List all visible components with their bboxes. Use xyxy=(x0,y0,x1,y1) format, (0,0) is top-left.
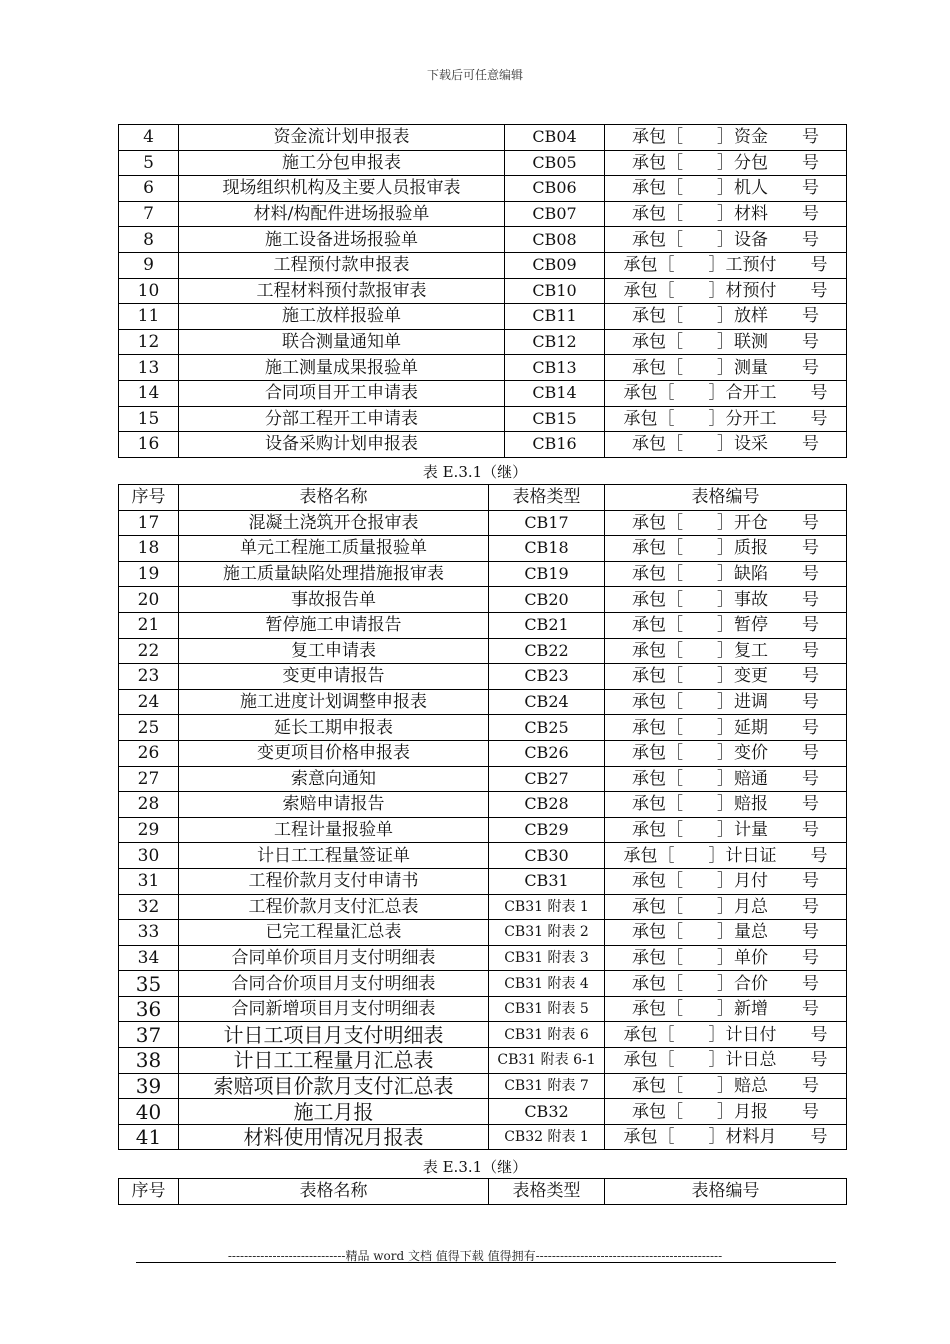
cell-name: 资金流计划申报表 xyxy=(179,125,505,151)
cell-name: 单元工程施工质量报验单 xyxy=(179,536,489,562)
table-row xyxy=(119,304,847,330)
table-row xyxy=(119,201,847,227)
cell-type: CB14 xyxy=(505,380,605,406)
cell-no: 34 xyxy=(119,945,179,971)
table-row xyxy=(119,740,847,766)
table-row xyxy=(119,278,847,304)
cell-no: 25 xyxy=(119,715,179,741)
cell-name: 变更项目价格申报表 xyxy=(179,740,489,766)
table-row xyxy=(119,150,847,176)
cell-type: CB13 xyxy=(505,355,605,381)
cell-name: 计日工工程量签证单 xyxy=(179,843,489,869)
cell-name: 施工设备进场报验单 xyxy=(179,227,505,253)
cell-no: 32 xyxy=(119,894,179,920)
cell-type: CB04 xyxy=(505,125,605,151)
cell-name: 已完工程量汇总表 xyxy=(179,920,489,946)
cell-type: CB19 xyxy=(489,561,605,587)
cell-name: 材料使用情况月报表 xyxy=(179,1124,489,1150)
cell-code: 承包［ ］事故 号 xyxy=(605,587,847,613)
cell-no: 27 xyxy=(119,766,179,792)
cell-code: 承包［ ］新增 号 xyxy=(605,996,847,1022)
cell-code: 承包［ ］延期 号 xyxy=(605,715,847,741)
table-row xyxy=(119,176,847,202)
table-row xyxy=(119,945,847,971)
cell-name: 索意向通知 xyxy=(179,766,489,792)
cell-type: CB22 xyxy=(489,638,605,664)
page-header: 下载后可任意编辑 xyxy=(426,68,523,82)
cell-code: 承包［ ］月报 号 xyxy=(605,1099,847,1125)
cell-no: 16 xyxy=(119,432,179,458)
cell-no: 30 xyxy=(119,843,179,869)
table-row xyxy=(119,715,847,741)
table-row xyxy=(119,664,847,690)
cell-no: 12 xyxy=(119,329,179,355)
cell-no: 21 xyxy=(119,612,179,638)
cell-type: CB26 xyxy=(489,740,605,766)
cell-code: 承包［ ］暂停 号 xyxy=(605,612,847,638)
table-row xyxy=(119,920,847,946)
cell-type: CB32 xyxy=(489,1099,605,1125)
cell-name: 索赔项目价款月支付汇总表 xyxy=(179,1073,489,1099)
cell-name: 现场组织机构及主要人员报审表 xyxy=(179,176,505,202)
cell-code: 承包［ ］联测 号 xyxy=(605,329,847,355)
cell-no: 28 xyxy=(119,792,179,818)
cell-no: 29 xyxy=(119,817,179,843)
cell-type: CB09 xyxy=(505,252,605,278)
table-row xyxy=(119,1099,847,1125)
cell-name: 计日工项目月支付明细表 xyxy=(179,1022,489,1048)
table-header-row xyxy=(119,485,847,511)
cell-type: CB15 xyxy=(505,406,605,432)
table-row xyxy=(119,1022,847,1048)
cell-type: CB10 xyxy=(505,278,605,304)
cell-no: 4 xyxy=(119,125,179,151)
cell-no: 35 xyxy=(119,971,179,997)
cell-no: 10 xyxy=(119,278,179,304)
cell-code: 承包［ ］开仓 号 xyxy=(605,510,847,536)
cell-code: 承包［ ］设采 号 xyxy=(605,432,847,458)
table-row xyxy=(119,587,847,613)
cell-code: 承包［ ］赔报 号 xyxy=(605,792,847,818)
cell-name: 变更申请报告 xyxy=(179,664,489,690)
cell-name: 事故报告单 xyxy=(179,587,489,613)
cell-name: 混凝土浇筑开仓报审表 xyxy=(179,510,489,536)
cell-name: 施工测量成果报验单 xyxy=(179,355,505,381)
cell-code: 承包［ ］工预付 号 xyxy=(605,252,847,278)
cell-code: 承包［ ］设备 号 xyxy=(605,227,847,253)
cell-type: CB17 xyxy=(489,510,605,536)
cell-no: 18 xyxy=(119,536,179,562)
header-type: 表格类型 xyxy=(489,485,605,511)
cell-no: 39 xyxy=(119,1073,179,1099)
cell-no: 6 xyxy=(119,176,179,202)
cell-no: 19 xyxy=(119,561,179,587)
cell-code: 承包［ ］变价 号 xyxy=(605,740,847,766)
cell-code: 承包［ ］放样 号 xyxy=(605,304,847,330)
header-no: 序号 xyxy=(119,485,179,511)
cell-name: 合同项目开工申请表 xyxy=(179,380,505,406)
forms-table-part-1 xyxy=(118,124,847,458)
cell-no: 24 xyxy=(119,689,179,715)
cell-name: 合同单价项目月支付明细表 xyxy=(179,945,489,971)
cell-name: 工程预付款申报表 xyxy=(179,252,505,278)
cell-code: 承包［ ］月付 号 xyxy=(605,868,847,894)
cell-name: 索赔申请报告 xyxy=(179,792,489,818)
cell-code: 承包［ ］赔总 号 xyxy=(605,1073,847,1099)
cell-code: 承包［ ］缺陷 号 xyxy=(605,561,847,587)
table-caption: 表 E.3.1（继） xyxy=(422,1158,528,1176)
table-row xyxy=(119,792,847,818)
cell-type: CB12 xyxy=(505,329,605,355)
cell-code: 承包［ ］材预付 号 xyxy=(605,278,847,304)
cell-type: CB07 xyxy=(505,201,605,227)
table-row xyxy=(119,355,847,381)
table-row xyxy=(119,843,847,869)
cell-no: 41 xyxy=(119,1124,179,1150)
cell-code: 承包［ ］机人 号 xyxy=(605,176,847,202)
cell-no: 5 xyxy=(119,150,179,176)
cell-type: CB08 xyxy=(505,227,605,253)
cell-type: CB16 xyxy=(505,432,605,458)
forms-table-part-3 xyxy=(118,1178,847,1205)
footer-rule xyxy=(136,1262,836,1263)
cell-no: 17 xyxy=(119,510,179,536)
cell-type: CB31 附表 6-1 xyxy=(489,1048,605,1074)
cell-name: 材料/构配件进场报验单 xyxy=(179,201,505,227)
table-row xyxy=(119,766,847,792)
cell-name: 联合测量通知单 xyxy=(179,329,505,355)
cell-no: 36 xyxy=(119,996,179,1022)
cell-code: 承包［ ］材料 号 xyxy=(605,201,847,227)
cell-type: CB21 xyxy=(489,612,605,638)
cell-type: CB18 xyxy=(489,536,605,562)
cell-type: CB31 附表 7 xyxy=(489,1073,605,1099)
cell-type: CB23 xyxy=(489,664,605,690)
cell-no: 15 xyxy=(119,406,179,432)
cell-code: 承包［ ］赔通 号 xyxy=(605,766,847,792)
cell-code: 承包［ ］资金 号 xyxy=(605,125,847,151)
cell-type: CB24 xyxy=(489,689,605,715)
cell-type: CB31 附表 1 xyxy=(489,894,605,920)
table-row xyxy=(119,329,847,355)
cell-name: 施工质量缺陷处理措施报审表 xyxy=(179,561,489,587)
cell-code: 承包［ ］单价 号 xyxy=(605,945,847,971)
cell-name: 施工放样报验单 xyxy=(179,304,505,330)
cell-no: 11 xyxy=(119,304,179,330)
cell-type: CB31 附表 4 xyxy=(489,971,605,997)
cell-type: CB29 xyxy=(489,817,605,843)
cell-name: 暂停施工申请报告 xyxy=(179,612,489,638)
table-caption: 表 E.3.1（继） xyxy=(422,463,528,481)
cell-code: 承包［ ］分开工 号 xyxy=(605,406,847,432)
cell-name: 分部工程开工申请表 xyxy=(179,406,505,432)
cell-code: 承包［ ］复工 号 xyxy=(605,638,847,664)
cell-name: 施工进度计划调整申报表 xyxy=(179,689,489,715)
cell-no: 20 xyxy=(119,587,179,613)
cell-code: 承包［ ］进调 号 xyxy=(605,689,847,715)
cell-code: 承包［ ］月总 号 xyxy=(605,894,847,920)
cell-no: 13 xyxy=(119,355,179,381)
table-row xyxy=(119,380,847,406)
cell-code: 承包［ ］计量 号 xyxy=(605,817,847,843)
cell-name: 设备采购计划申报表 xyxy=(179,432,505,458)
cell-name: 合同新增项目月支付明细表 xyxy=(179,996,489,1022)
cell-code: 承包［ ］测量 号 xyxy=(605,355,847,381)
table-row xyxy=(119,689,847,715)
table-row xyxy=(119,971,847,997)
cell-no: 31 xyxy=(119,868,179,894)
cell-type: CB31 xyxy=(489,868,605,894)
cell-name: 工程价款月支付汇总表 xyxy=(179,894,489,920)
table-row xyxy=(119,996,847,1022)
cell-code: 承包［ ］计日证 号 xyxy=(605,843,847,869)
table-row xyxy=(119,227,847,253)
cell-no: 23 xyxy=(119,664,179,690)
cell-no: 38 xyxy=(119,1048,179,1074)
table-row xyxy=(119,1048,847,1074)
cell-no: 9 xyxy=(119,252,179,278)
cell-no: 37 xyxy=(119,1022,179,1048)
cell-name: 施工月报 xyxy=(179,1099,489,1125)
cell-type: CB31 附表 2 xyxy=(489,920,605,946)
cell-type: CB31 附表 3 xyxy=(489,945,605,971)
table-row xyxy=(119,1073,847,1099)
cell-code: 承包［ ］量总 号 xyxy=(605,920,847,946)
table-row xyxy=(119,894,847,920)
table-row xyxy=(119,536,847,562)
cell-type: CB20 xyxy=(489,587,605,613)
cell-type: CB31 附表 5 xyxy=(489,996,605,1022)
cell-no: 22 xyxy=(119,638,179,664)
cell-no: 33 xyxy=(119,920,179,946)
header-name: 表格名称 xyxy=(179,485,489,511)
table-header-row xyxy=(119,1179,847,1205)
cell-name: 施工分包申报表 xyxy=(179,150,505,176)
header-code: 表格编号 xyxy=(605,1179,847,1205)
table-row xyxy=(119,432,847,458)
forms-table-part-2 xyxy=(118,484,847,1150)
cell-code: 承包［ ］质报 号 xyxy=(605,536,847,562)
table-row xyxy=(119,561,847,587)
cell-no: 40 xyxy=(119,1099,179,1125)
table-row xyxy=(119,817,847,843)
header-type: 表格类型 xyxy=(489,1179,605,1205)
cell-name: 计日工工程量月汇总表 xyxy=(179,1048,489,1074)
cell-no: 7 xyxy=(119,201,179,227)
table-row xyxy=(119,125,847,151)
cell-code: 承包［ ］分包 号 xyxy=(605,150,847,176)
cell-name: 工程计量报验单 xyxy=(179,817,489,843)
cell-name: 工程材料预付款报审表 xyxy=(179,278,505,304)
cell-name: 延长工期申报表 xyxy=(179,715,489,741)
cell-no: 14 xyxy=(119,380,179,406)
header-name: 表格名称 xyxy=(179,1179,489,1205)
cell-code: 承包［ ］变更 号 xyxy=(605,664,847,690)
cell-no: 26 xyxy=(119,740,179,766)
cell-type: CB32 附表 1 xyxy=(489,1124,605,1150)
table-row xyxy=(119,612,847,638)
cell-name: 复工申请表 xyxy=(179,638,489,664)
table-row xyxy=(119,1124,847,1150)
cell-name: 工程价款月支付申请书 xyxy=(179,868,489,894)
table-row xyxy=(119,868,847,894)
cell-code: 承包［ ］计日总 号 xyxy=(605,1048,847,1074)
cell-type: CB25 xyxy=(489,715,605,741)
cell-type: CB31 附表 6 xyxy=(489,1022,605,1048)
table-row xyxy=(119,406,847,432)
cell-type: CB06 xyxy=(505,176,605,202)
cell-code: 承包［ ］计日付 号 xyxy=(605,1022,847,1048)
cell-code: 承包［ ］材料月 号 xyxy=(605,1124,847,1150)
cell-no: 8 xyxy=(119,227,179,253)
header-no: 序号 xyxy=(119,1179,179,1205)
header-code: 表格编号 xyxy=(605,485,847,511)
cell-type: CB27 xyxy=(489,766,605,792)
cell-code: 承包［ ］合开工 号 xyxy=(605,380,847,406)
cell-type: CB28 xyxy=(489,792,605,818)
table-row xyxy=(119,638,847,664)
page-footer: -----------------------------精品 word 文档 值得下载 值得拥有---------------------------------------------- xyxy=(227,1249,723,1263)
cell-name: 合同合价项目月支付明细表 xyxy=(179,971,489,997)
table-row xyxy=(119,510,847,536)
cell-type: CB30 xyxy=(489,843,605,869)
table-row xyxy=(119,252,847,278)
cell-type: CB11 xyxy=(505,304,605,330)
cell-type: CB05 xyxy=(505,150,605,176)
cell-code: 承包［ ］合价 号 xyxy=(605,971,847,997)
